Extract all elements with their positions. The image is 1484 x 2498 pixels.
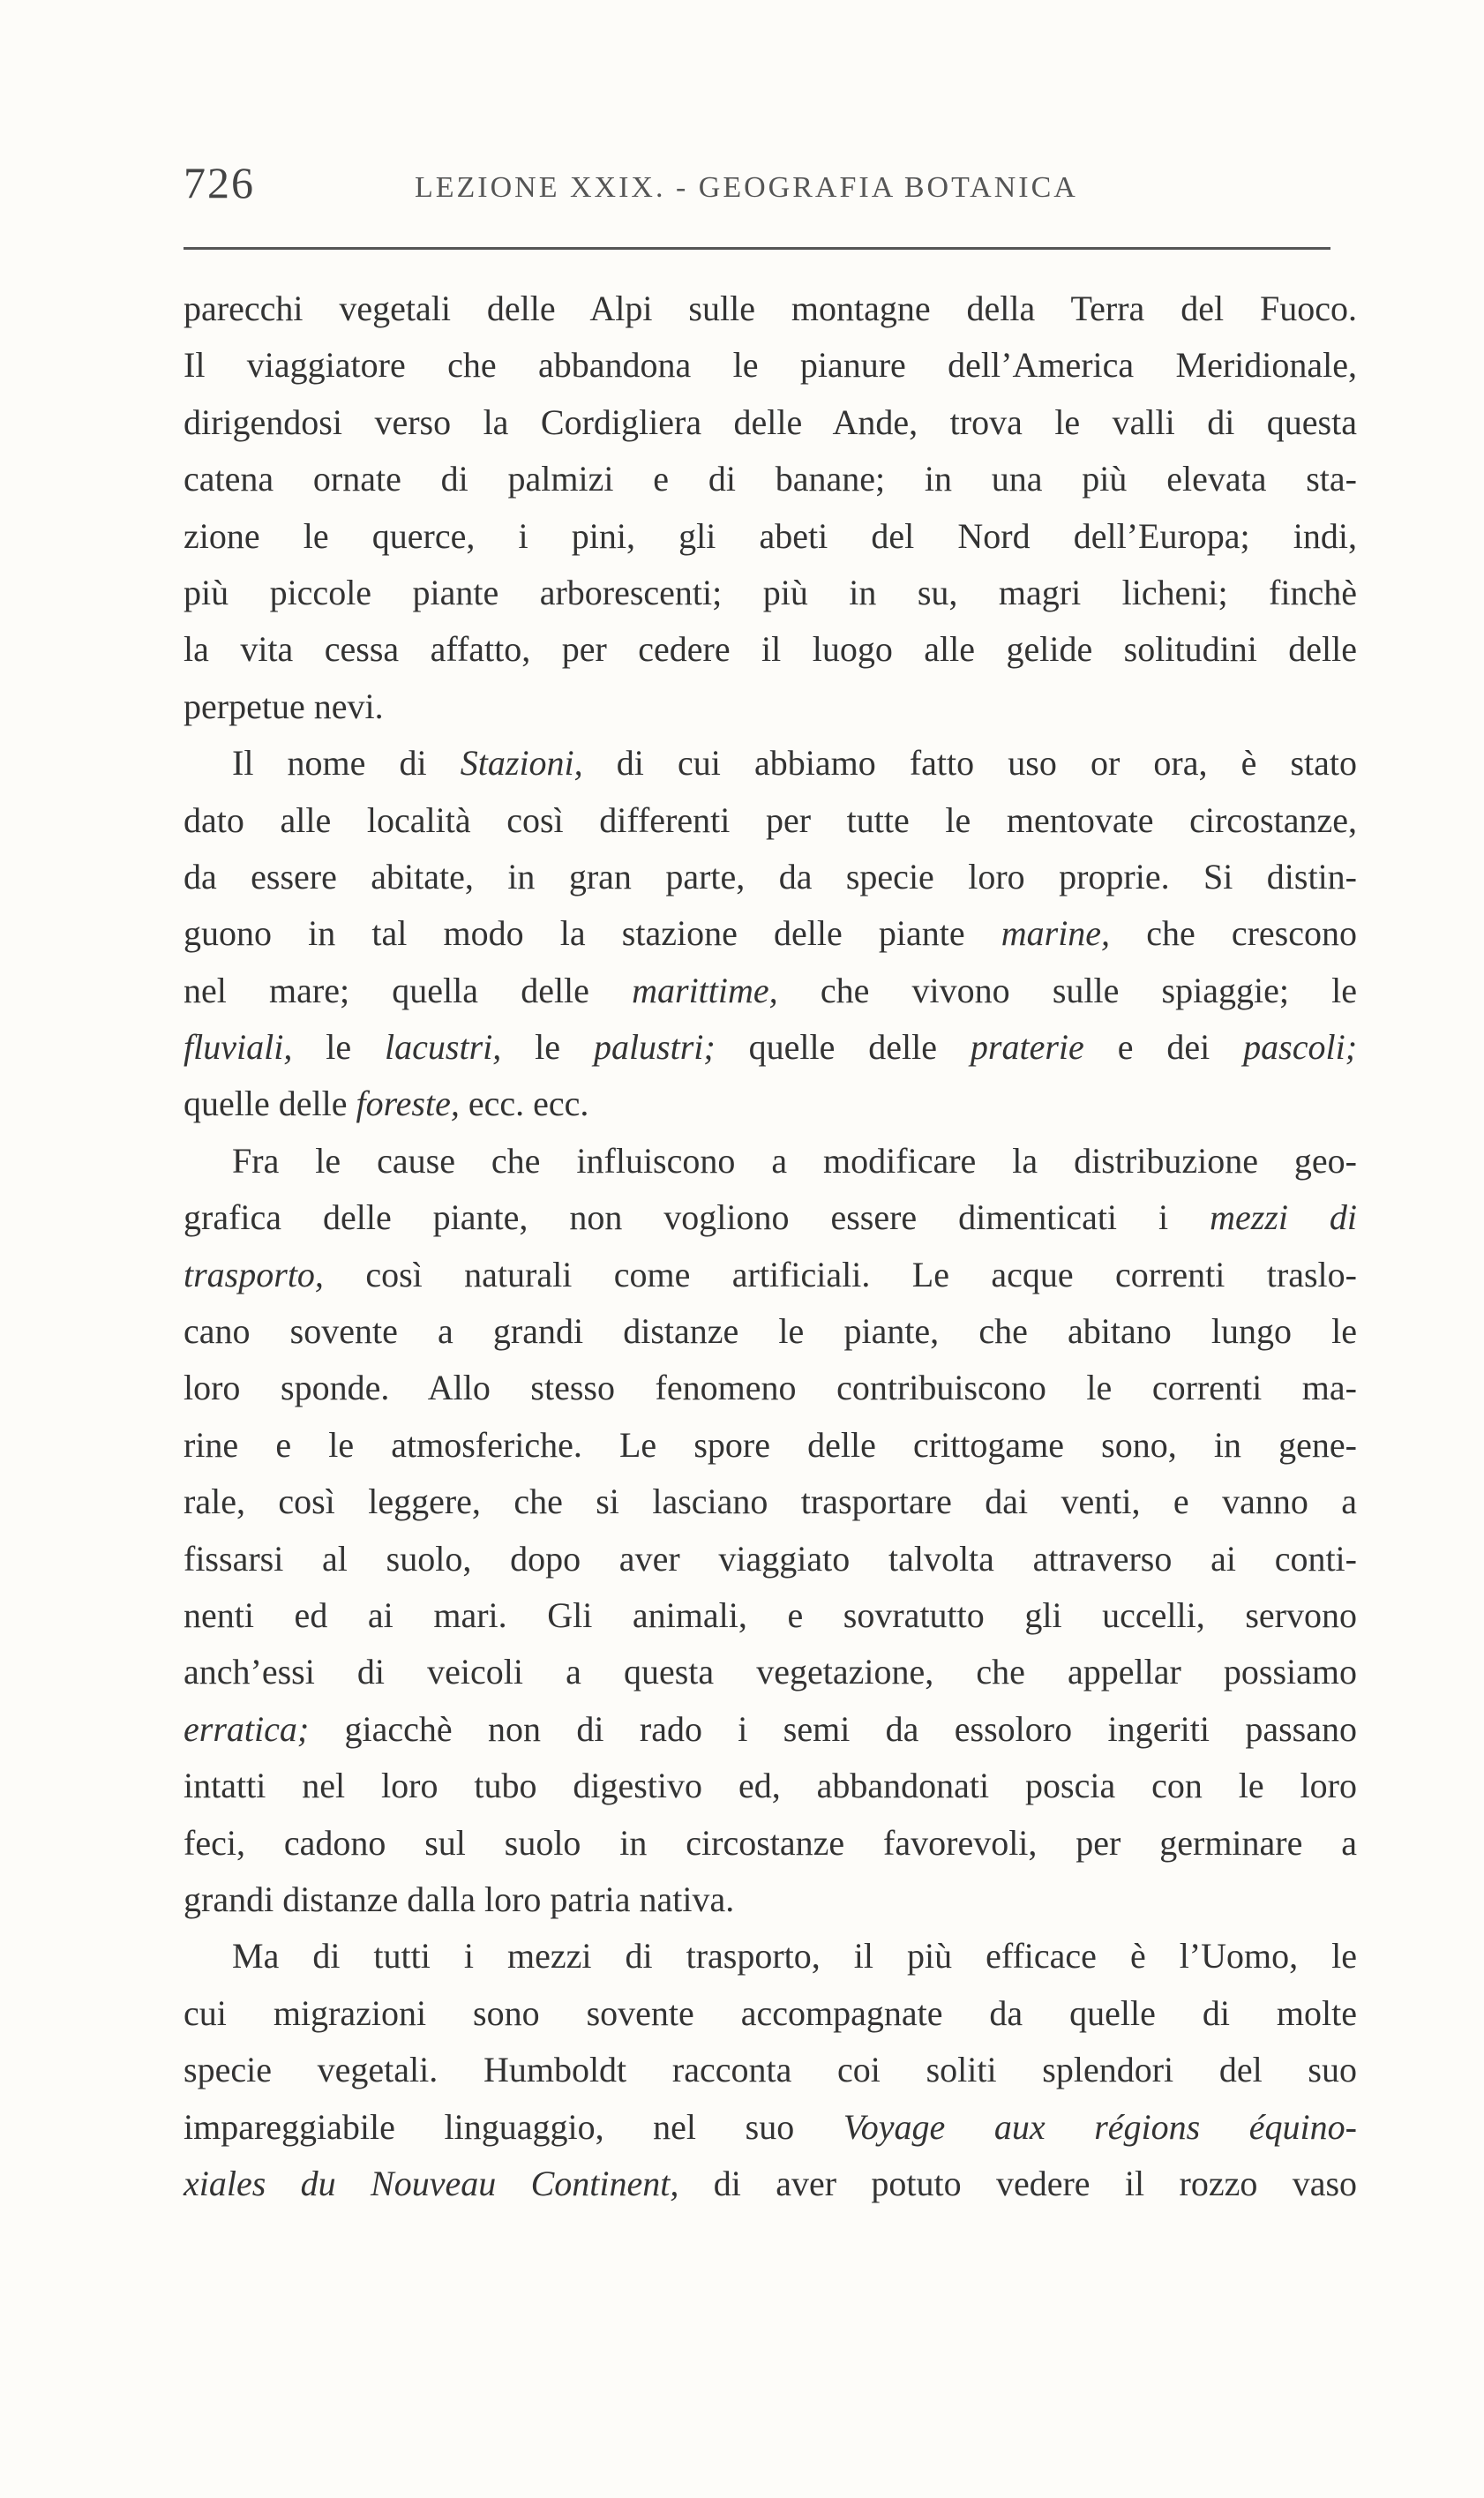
text-segment: di cui abbiamo fatto uso or ora, è stato — [582, 743, 1357, 784]
text-line — [184, 1247, 1357, 1303]
text-line — [184, 1985, 1357, 2042]
text-segment: dato alle località così differenti per tutte le mentovate circostanze, — [184, 799, 1357, 840]
italic-term: pascoli; — [1243, 1027, 1358, 1068]
text-line — [184, 565, 1357, 621]
text-segment: che crescono — [1110, 913, 1357, 954]
text-line — [184, 1928, 1357, 1984]
italic-term: foreste, — [356, 1084, 460, 1124]
italic-term: marine, — [1001, 913, 1111, 954]
text-segment: rine e le atmosferiche. Le spore delle crittogame sono, in gene- — [184, 1424, 1357, 1465]
text-line — [184, 451, 1357, 507]
text-segment: grandi distanze dalla loro patria nativa. — [184, 1879, 735, 1919]
text-segment: specie vegetali. Humboldt racconta coi soliti splendori del suo — [184, 2050, 1357, 2090]
text-line — [184, 679, 1357, 735]
text-segment: perpetue nevi. — [184, 686, 384, 726]
text-segment: cui migrazioni sono sovente accompagnate da quelle di molte — [184, 1992, 1357, 2033]
text-segment: le — [501, 1027, 594, 1068]
text-segment: Il viaggiatore che abbandona le pianure dell’America Meridionale, — [184, 345, 1357, 386]
text-segment: giacchè non di rado i semi da essoloro ingeriti passano — [309, 1708, 1357, 1749]
text-line — [184, 849, 1357, 905]
italic-term: trasporto, — [184, 1254, 324, 1294]
text-line — [184, 2099, 1357, 2156]
italic-term: xiales du Nouveau Continent, — [184, 2163, 679, 2203]
italic-term: praterie — [970, 1027, 1084, 1068]
text-line — [184, 1872, 1357, 1928]
text-line — [184, 2156, 1357, 2212]
text-segment: fissarsi al suolo, dopo aver viaggiato talvolta attraverso ai conti- — [184, 1538, 1357, 1579]
text-segment: nel mare; quella delle — [184, 970, 633, 1010]
text-line — [184, 792, 1357, 849]
italic-term: erratica; — [184, 1708, 310, 1749]
text-line — [184, 508, 1357, 565]
italic-term: lacustri, — [385, 1027, 502, 1068]
text-line — [184, 1587, 1357, 1644]
text-segment: così naturali come artificiali. Le acque correnti traslo- — [323, 1254, 1357, 1294]
text-segment: cano sovente a grandi distanze le piante, che abitano lungo le — [184, 1311, 1357, 1352]
text-segment: più piccole piante arborescenti; più in su, magri licheni; finchè — [184, 572, 1357, 612]
text-segment: e dei — [1083, 1027, 1244, 1068]
page-number: 726 — [184, 158, 255, 207]
text-segment: che vivono sulle spiaggie; le — [777, 970, 1357, 1010]
text-segment: impareggiabile linguaggio, nel suo — [184, 2106, 843, 2147]
text-segment: quelle delle — [715, 1027, 971, 1068]
text-segment: zione le querce, i pini, gli abeti del Nord dell’Europa; indi, — [184, 515, 1357, 556]
italic-term: marittime, — [632, 970, 778, 1010]
text-segment: la vita cessa affatto, per cedere il luogo alle gelide solitudini delle — [184, 629, 1357, 670]
text-segment: quelle delle — [184, 1084, 356, 1124]
italic-term: Voyage aux régions équino- — [843, 2106, 1357, 2147]
italic-term: Stazioni, — [460, 743, 583, 784]
text-segment: catena ornate di palmizi e di banane; in una più elevata sta- — [184, 459, 1357, 499]
text-line — [184, 1417, 1357, 1474]
text-line — [184, 1701, 1357, 1758]
text-line — [184, 1758, 1357, 1814]
text-segment: di aver potuto vedere il rozzo vaso — [678, 2163, 1358, 2203]
text-line — [184, 621, 1357, 678]
text-segment: grafica delle piante, non vogliono essere dimenticati i — [184, 1197, 1210, 1238]
header-rule — [184, 247, 1330, 250]
text-line — [184, 1360, 1357, 1416]
text-segment: Ma di tutti i mezzi di trasporto, il più efficace è l’Uomo, le — [232, 1936, 1357, 1977]
text-segment: intatti nel loro tubo digestivo ed, abbandonati poscia con le loro — [184, 1766, 1357, 1806]
text-segment: le — [292, 1027, 386, 1068]
text-line — [184, 1133, 1357, 1189]
text-line — [184, 1189, 1357, 1246]
running-head: LEZIONE XXIX. - GEOGRAFIA BOTANICA — [415, 171, 1078, 204]
text-line — [184, 1474, 1357, 1530]
text-segment: anch’essi di veicoli a questa vegetazione, che appellar possiamo — [184, 1652, 1357, 1692]
text-segment: rale, così leggere, che si lasciano trasportare dai venti, e vanno a — [184, 1482, 1357, 1522]
body-text — [184, 281, 1357, 2212]
italic-term: fluviali, — [184, 1027, 293, 1068]
text-line — [184, 1644, 1357, 1700]
text-segment: nenti ed ai mari. Gli animali, e sovratutto gli uccelli, servono — [184, 1594, 1357, 1635]
italic-term: palustri; — [593, 1027, 716, 1068]
text-segment: da essere abitate, in gran parte, da specie loro proprie. Si distin- — [184, 856, 1357, 896]
text-segment: loro sponde. Allo stesso fenomeno contribuiscono le correnti ma- — [184, 1368, 1357, 1408]
text-line — [184, 1076, 1357, 1132]
text-line — [184, 394, 1357, 451]
text-line — [184, 735, 1357, 791]
text-line — [184, 1019, 1357, 1076]
italic-term: mezzi di — [1210, 1197, 1358, 1238]
page-header — [184, 157, 1330, 219]
text-line — [184, 2042, 1357, 2098]
text-segment: Il nome di — [232, 743, 461, 784]
text-segment: feci, cadono sul suolo in circostanze favorevoli, per germinare a — [184, 1822, 1357, 1863]
text-segment: dirigendosi verso la Cordigliera delle Ande, trova le valli di questa — [184, 401, 1357, 442]
text-line — [184, 337, 1357, 394]
text-segment: guono in tal modo la stazione delle piante — [184, 913, 1001, 954]
text-line — [184, 905, 1357, 962]
text-line — [184, 1303, 1357, 1360]
text-line — [184, 963, 1357, 1019]
text-line — [184, 1531, 1357, 1587]
text-segment: parecchi vegetali delle Alpi sulle montagne della Terra del Fuoco. — [184, 289, 1357, 328]
text-line — [184, 1815, 1357, 1872]
text-segment: ecc. ecc. — [459, 1084, 589, 1124]
text-segment: Fra le cause che influiscono a modificare la distribuzione geo- — [232, 1140, 1357, 1181]
text-line — [184, 281, 1357, 337]
